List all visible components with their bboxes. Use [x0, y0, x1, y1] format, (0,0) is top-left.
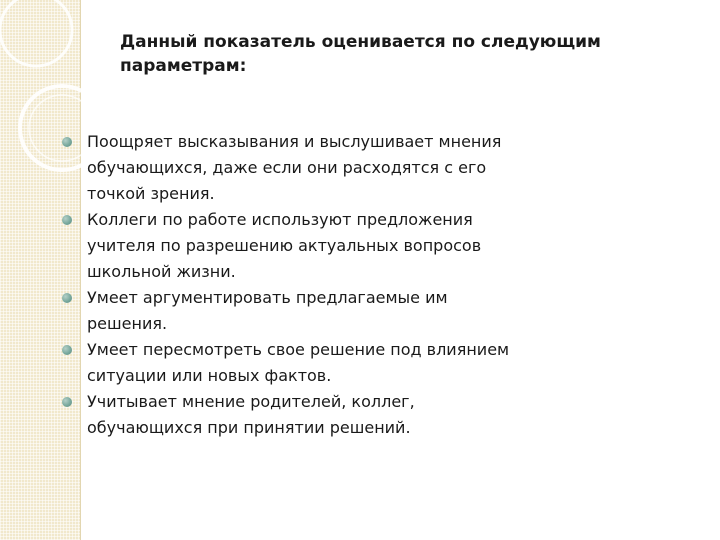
bullet-text: Поощряет высказывания и выслушивает мнения обучающихся, даже если они расходятся с его точкой зрения.	[87, 132, 502, 203]
circle-bullet-icon	[62, 137, 72, 147]
circle-bullet-icon	[62, 397, 72, 407]
bullet-text: Коллеги по работе используют предложения учителя по разрешению актуальных вопросов школьной жизни.	[87, 210, 482, 281]
bullet-item	[62, 285, 532, 337]
bullet-text: Умеет аргументировать предлагаемые им решения.	[87, 288, 448, 333]
circle-bullet-icon	[62, 215, 72, 225]
bullet-list	[62, 129, 532, 441]
bullet-item	[62, 129, 532, 207]
bullet-item	[62, 389, 532, 441]
circle-bullet-icon	[62, 345, 72, 355]
bullet-text: Учитывает мнение родителей, коллег, обучающихся при принятии решений.	[87, 392, 415, 437]
bullet-text: Умеет пересмотреть свое решение под влиянием ситуации или новых фактов.	[87, 340, 510, 385]
circle-bullet-icon	[62, 293, 72, 303]
bullet-item	[62, 337, 532, 389]
slide-title: Данный показатель оценивается по следующим параметрам:	[120, 32, 601, 76]
bullet-item	[62, 207, 532, 285]
